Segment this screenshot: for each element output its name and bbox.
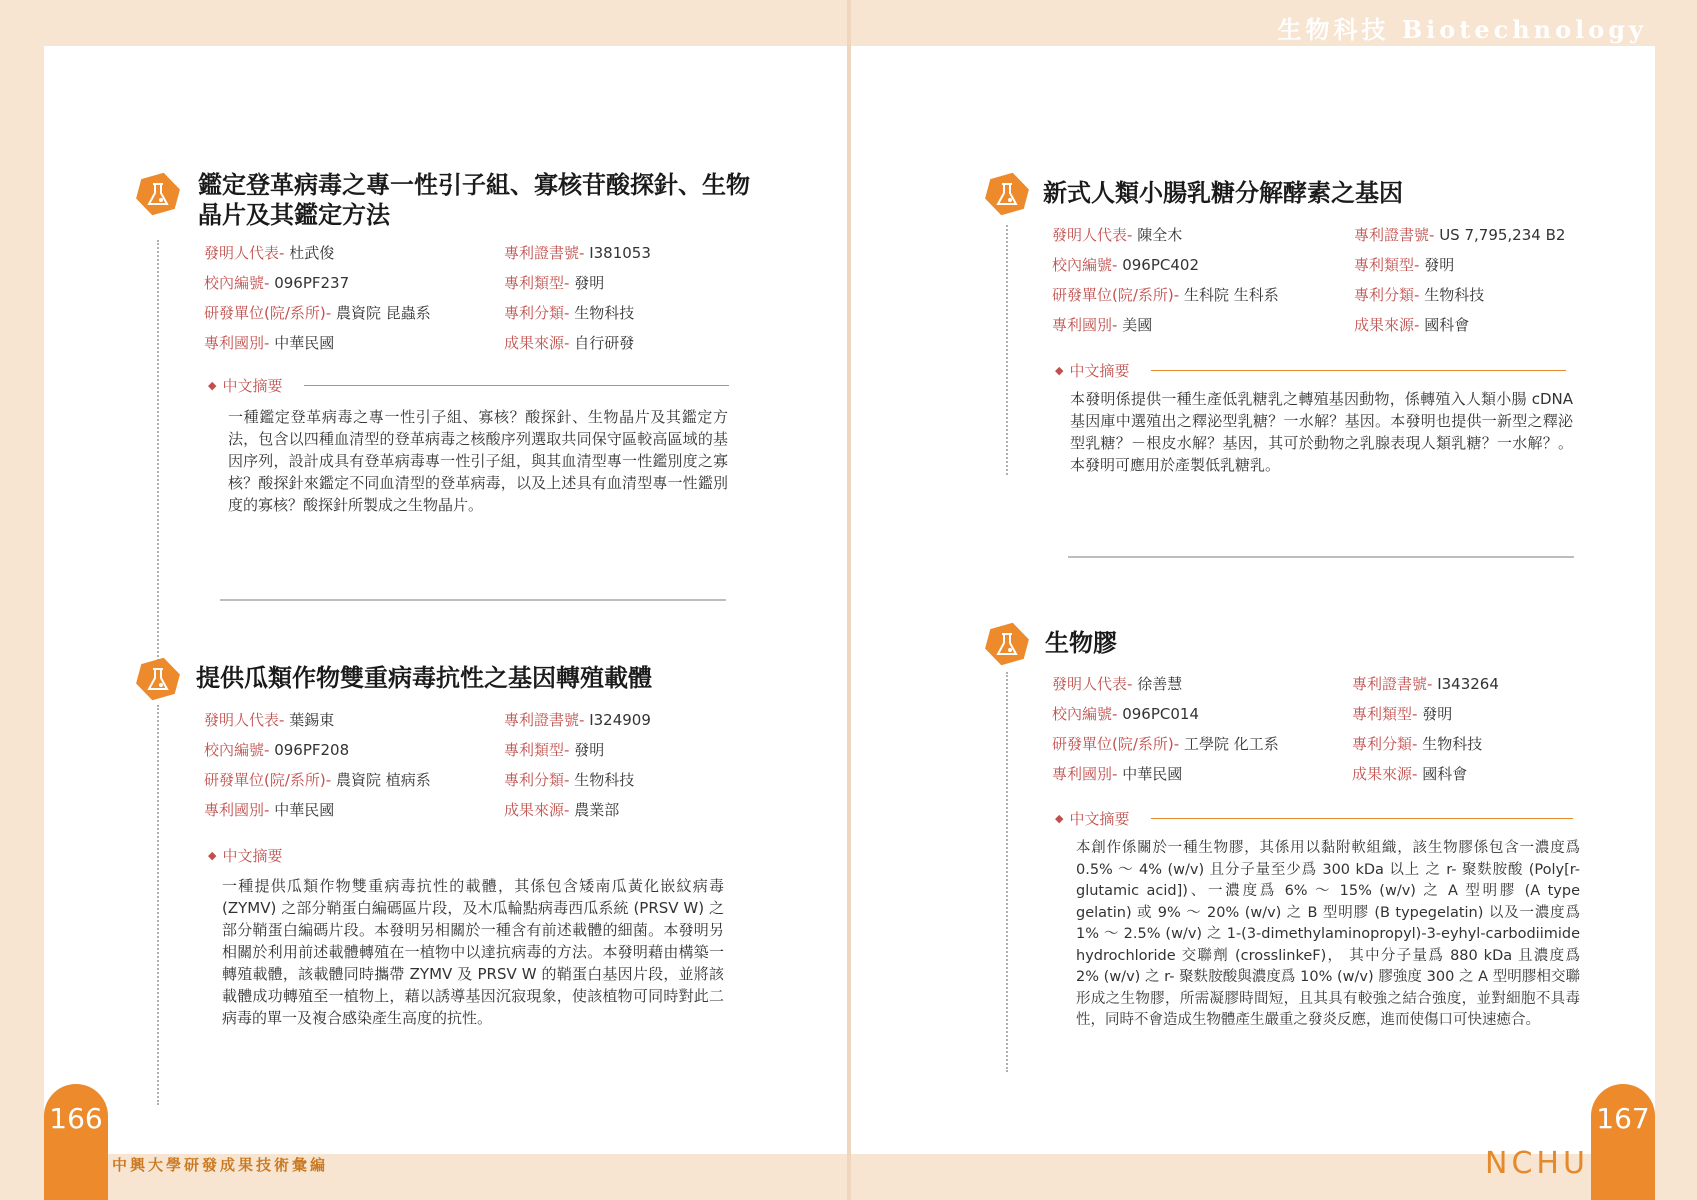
inventor-value: 葉錫東 bbox=[289, 711, 335, 729]
page-spine bbox=[847, 0, 851, 1200]
country-value: 中華民國 bbox=[1122, 765, 1183, 783]
entry-title: 鑑定登革病毒之專一性引子組、寡核苷酸探針、生物晶片及其鑑定方法 bbox=[198, 171, 750, 229]
dotted-guide bbox=[157, 705, 159, 1105]
biotech-flask-icon bbox=[983, 170, 1031, 218]
unit-value: 農資院 植病系 bbox=[335, 771, 431, 789]
inventor-value: 徐善慧 bbox=[1137, 675, 1183, 693]
footer-logo-text: NCHU bbox=[1485, 1146, 1589, 1181]
entry-fields: 發明人代表- 杜武俊 專利證書號- I381053 校內編號- 096PF237 專利類型- 發明 研發單位(院/系所)- 農資院 昆蟲系 專利分類- 生物科技 專利國別- 中華民國 成果來源- 自行研發 bbox=[204, 244, 651, 352]
school-no-value: 096PF237 bbox=[274, 274, 350, 292]
abstract-heading: ◆ 中文摘要 bbox=[1055, 360, 1566, 381]
cert-no-value: I324909 bbox=[589, 711, 651, 729]
country-value: 中華民國 bbox=[274, 334, 335, 352]
country-value: 美國 bbox=[1122, 316, 1153, 334]
cert-no-value: I343264 bbox=[1437, 675, 1499, 693]
source-value: 自行研發 bbox=[574, 334, 635, 352]
abstract-heading: ◆ 中文摘要 bbox=[208, 847, 283, 865]
page-number-left: 166 bbox=[44, 1084, 108, 1200]
abstract-text: 一種鑑定登革病毒之專一性引子組、寡核？酸探針、生物晶片及其鑑定方法，包含以四種血清型的登革病毒之核酸序列選取共同保守區較高區域的基因序列，設計成具有登革病毒專一性引子組，與其血清型專一性鑑別度之寡核？酸探針來鑑定不同血清型的登革病毒，以及上述具有血清型專一性鑑別度的寡核？酸探針所製成之生物晶片。 bbox=[228, 408, 728, 514]
type-value: 發明 bbox=[1424, 256, 1455, 274]
school-no-value: 096PC014 bbox=[1122, 705, 1199, 723]
biotech-flask-icon bbox=[134, 170, 182, 218]
type-value: 發明 bbox=[574, 274, 605, 292]
source-value: 國科會 bbox=[1422, 765, 1468, 783]
dotted-guide bbox=[1006, 225, 1008, 475]
entry-title: 提供瓜類作物雙重病毒抗性之基因轉殖載體 bbox=[196, 664, 652, 692]
cert-no-value: I381053 bbox=[589, 244, 651, 262]
entry-fields: 發明人代表- 葉錫東 專利證書號- I324909 校內編號- 096PF208 專利類型- 發明 研發單位(院/系所)- 農資院 植病系 專利分類- 生物科技 專利國別- 中華民國 成果來源- 農業部 bbox=[204, 711, 651, 819]
unit-value: 生科院 生科系 bbox=[1183, 286, 1279, 304]
type-value: 發明 bbox=[1422, 705, 1453, 723]
abstract-text: 本發明係提供一種生產低乳糖乳之轉殖基因動物，係轉殖入人類小腸 cDNA 基因庫中選殖出之釋泌型乳糖？一水解？基因。本發明也提供一新型之釋泌型乳糖？－根皮水解？基因，其可於動物之乳腺表現人類乳糖？一水解？。本發明可應用於產製低乳糖乳。 bbox=[1070, 390, 1573, 474]
biotech-flask-icon bbox=[134, 655, 182, 703]
dotted-guide bbox=[157, 240, 159, 680]
abstract-heading: ◆ 中文摘要 bbox=[1055, 808, 1573, 829]
abstract-text: 本創作係關於一種生物膠，其係用以黏附軟組織，該生物膠係包含一濃度爲 0.5% ～ 4% (w/v) 且分子量至少爲 300 kDa 以上 之 r- 聚麩胺酸 (Poly[r-glutamic acid])、一濃度爲 6% ～ 15% (w/v) 之 A 型明膠 (A type gelatin) 或 9% ～ 20% (w/v) 之 B 型明膠 (B typegelatin) 以及一濃度爲 1% ～ 2.5% (w/v) 之 1-(3-dimethylaminopropyl)-3-eyhyl-carbodiimide hydrochloride 交聯劑 (crosslinkeF)， 其中分子量爲 880 kDa 且濃度爲 2% (w/v) 之 r- 聚麩胺酸與濃度爲 10% (w/v) 膠強度 300 之 A 型明膠相交聯形成之生物膠，所需凝膠時間短，且其具有較強之結合強度，並對細胞不具毒性，同時不會造成生物體產生嚴重之發炎反應，進而使傷口可快速癒合。 bbox=[1076, 840, 1580, 1028]
entry-title: 生物膠 bbox=[1045, 629, 1117, 657]
category-value: 生物科技 bbox=[1422, 735, 1483, 753]
source-value: 農業部 bbox=[574, 801, 620, 819]
inventor-value: 陳全木 bbox=[1137, 226, 1183, 244]
school-no-value: 096PF208 bbox=[274, 741, 350, 759]
unit-value: 工學院 化工系 bbox=[1183, 735, 1279, 753]
biotech-flask-icon bbox=[983, 620, 1031, 668]
category-value: 生物科技 bbox=[1424, 286, 1485, 304]
school-no-value: 096PC402 bbox=[1122, 256, 1199, 274]
dotted-guide bbox=[1006, 672, 1008, 1072]
unit-value: 農資院 昆蟲系 bbox=[335, 304, 431, 322]
entry-fields: 發明人代表- 徐善慧 專利證書號- I343264 校內編號- 096PC014 專利類型- 發明 研發單位(院/系所)- 工學院 化工系 專利分類- 生物科技 專利國別- 中華民國 成果來源- 國科會 bbox=[1052, 675, 1499, 783]
cert-no-value: US 7,795,234 B2 bbox=[1439, 226, 1566, 244]
inventor-value: 杜武俊 bbox=[289, 244, 335, 262]
abstract-heading: ◆ 中文摘要 bbox=[208, 375, 729, 396]
separator bbox=[1068, 556, 1574, 558]
type-value: 發明 bbox=[574, 741, 605, 759]
source-value: 國科會 bbox=[1424, 316, 1470, 334]
page-number-right: 167 bbox=[1591, 1084, 1655, 1200]
section-header: 生物科技 Biotechnology bbox=[1277, 15, 1647, 44]
category-value: 生物科技 bbox=[574, 771, 635, 789]
separator bbox=[220, 599, 726, 601]
category-value: 生物科技 bbox=[574, 304, 635, 322]
country-value: 中華民國 bbox=[274, 801, 335, 819]
abstract-text: 一種提供瓜類作物雙重病毒抗性的載體，其係包含矮南瓜黃化嵌紋病毒 (ZYMV) 之部分鞘蛋白編碼區片段，及木瓜輪點病毒西瓜系統 (PRSV W) 之部分鞘蛋白編碼片段。本發明另相關於一種含有前述載體的細菌。本發明另相關於利用前述載體轉殖在一植物中以達抗病毒的方法。本發明藉由構築一轉殖載體，該載體同時攜帶 ZYMV 及 PRSV W 的鞘蛋白基因片段，並將該載體成功轉殖至一植物上，藉以誘導基因沉寂現象，使該植物可同時對此二病毒的單一及複合感染產生高度的抗性。 bbox=[222, 877, 724, 1027]
entry-fields: 發明人代表- 陳全木 專利證書號- US 7,795,234 B2 校內編號- 096PC402 專利類型- 發明 研發單位(院/系所)- 生科院 生科系 專利分類- 生物科技 專利國別- 美國 成果來源- 國科會 bbox=[1052, 226, 1566, 334]
footer-title: 中興大學研發成果技術彙編 bbox=[112, 1156, 329, 1174]
entry-title: 新式人類小腸乳糖分解酵素之基因 bbox=[1043, 179, 1403, 207]
